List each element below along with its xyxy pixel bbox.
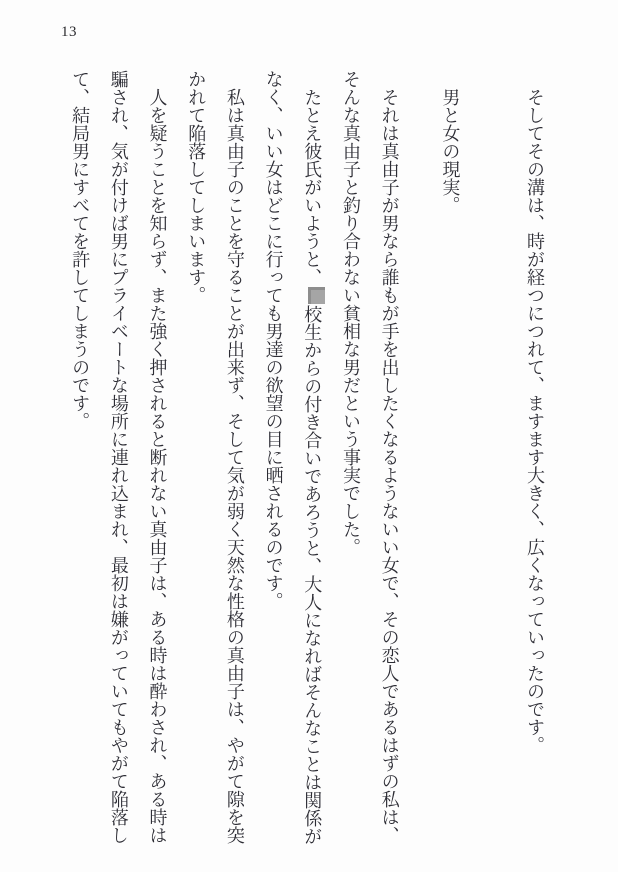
text-run: それは真由子が男なら誰もが手を出したくなるようないい女で、その恋人であるはずの私は、そんな真由子と釣り合わない貧相な男だという事実でした。 (340, 70, 400, 844)
censored-character-box (308, 287, 325, 304)
paragraph (331, 70, 408, 846)
text-run: 男と女の現実。 (440, 88, 461, 214)
paragraph (431, 70, 470, 846)
text-run: 私は真由子のことを守ることが出来ず、そして気が弱く天然な性格の真由子は、やがて隙を突かれて陥落してしまいます。 (186, 70, 245, 844)
paragraph (254, 70, 331, 846)
body-text (60, 70, 554, 846)
paragraph (515, 70, 554, 846)
paragraph (60, 70, 176, 846)
text-run: そしてその溝は、時が経つにつれて、ますます大きく、広くなっていったのです。 (525, 88, 545, 754)
page-number: 13 (61, 24, 77, 40)
text-run: たとえ彼氏がいようと、 (302, 88, 323, 286)
text-run: 校生からの付き合いであろうと、大人になればそんなことは関係がなく、いい女はどこに行っても男達の欲望の目に晒されるのです。 (263, 70, 323, 845)
paragraph (177, 70, 254, 846)
text-run: 人を疑うことを知らず、また強く押されると断れない真由子は、ある時は酔わされ、ある時は騙され、気が付けば男にプライベートな場所に連れ込まれ、最初は嫌がっていてもやがて陥落して、結局男にすべてを許してしまうのです。 (70, 70, 168, 844)
